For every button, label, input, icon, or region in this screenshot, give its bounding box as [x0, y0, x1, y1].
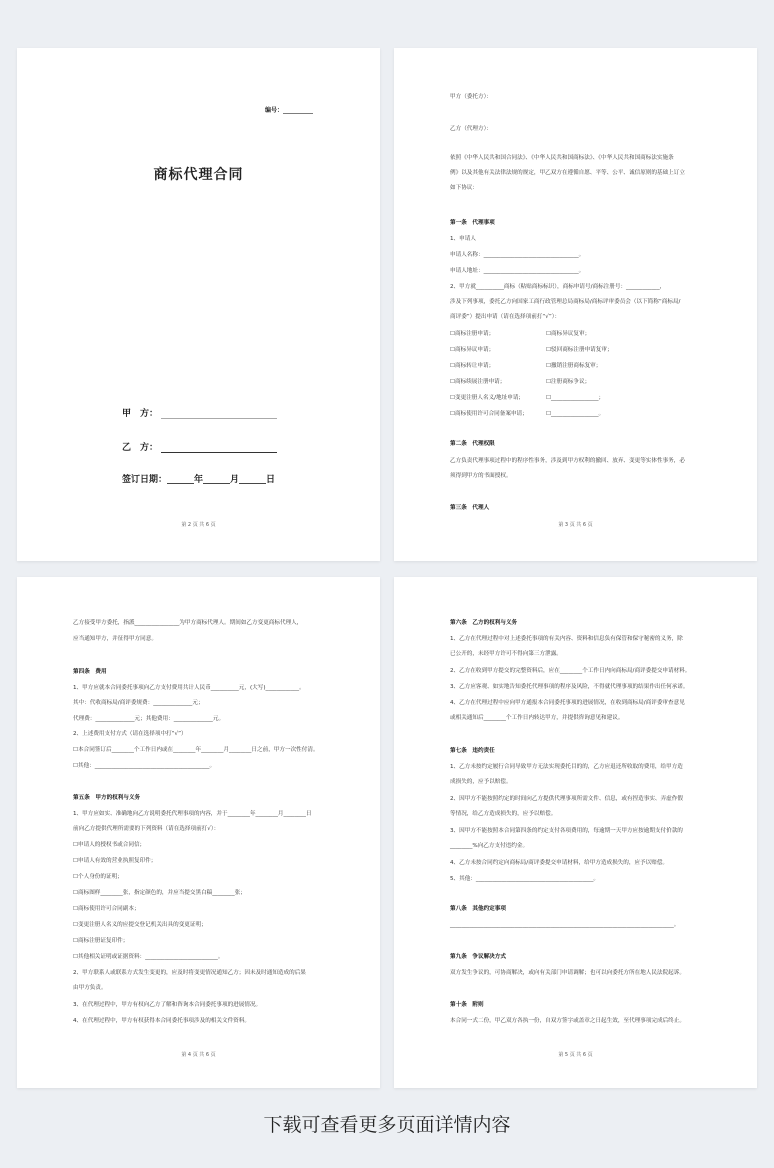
- checkbox-item: ☐商标图样________张，指定颜色的，并应当提交黑白稿________张；: [73, 890, 246, 896]
- party-a-line: 甲方（委托方）：: [450, 94, 492, 100]
- checkbox-item: ☐申请人有效的营业执照复印件；: [73, 858, 157, 864]
- liability-line: 3、因甲方不能按照本合同第四条的约定支付各项费用的，每逾期一天甲方应按逾期支付价款的: [450, 828, 683, 834]
- party-a-duty-line: 4、在代理过程中，甲方有权获得本合同委托事项涉及的相关文件资料。: [73, 1018, 250, 1024]
- article-6-heading: 第六条 乙方的权利与义务: [450, 620, 518, 626]
- party-a-label: 甲 方：: [122, 409, 159, 419]
- party-b-row: [122, 440, 277, 453]
- contract-page-4: [394, 577, 757, 1088]
- party-a-row: [122, 406, 277, 419]
- liability-line: 成损失的，应予以赔偿。: [450, 779, 512, 785]
- party-b-duty-line: 3、乙方应客观、如实地告知委托代理事项的程序及风险，不得就代理事项的结果作出任何承诺。: [450, 684, 689, 690]
- page-footer: 第 4 页 共 6 页: [181, 1052, 216, 1058]
- agent-line-2: 应当通知甲方，并征得甲方同意。: [73, 636, 157, 642]
- entrust-line-1: 涉及下列事项，委托乙方向国家工商行政管理总局商标局/商标评审委员会（以下简称“商标局/: [450, 299, 681, 305]
- fee-line: 其中：代收商标局/商评委规费：______________元；: [73, 700, 204, 706]
- fee-line: 代理费：______________元；其他费用：______________元。: [73, 716, 225, 722]
- contract-number-label: 编号：__________: [265, 107, 314, 114]
- article-1-heading: 第一条 代理事项: [450, 220, 495, 226]
- checkbox-item: ☐注册商标争议；: [546, 379, 591, 385]
- party-b-duty-line: 4、乙方在代理过程中应向甲方通报本合同委托事项的进展情况，在收到商标局/商评委审查意见: [450, 700, 685, 706]
- checkbox-item: ☐驳回商标注册申请复审；: [546, 347, 613, 353]
- checkbox-item: ☐商标转让申请；: [450, 363, 495, 369]
- liability-line: 1、乙方未按约定履行合同导致甲方无法实现委托目的的，乙方应退还所收取的费用，给甲方造: [450, 764, 683, 770]
- checkbox-item: ☐商标续展注册申请；: [450, 379, 506, 385]
- liability-line: ________%向乙方支付违约金。: [450, 843, 529, 849]
- contract-title: 商标代理合同: [153, 167, 244, 183]
- agent-line-1: 乙方接受甲方委托，指派________________为甲方商标代理人。期间如乙方变更商标代理人，: [73, 620, 303, 626]
- sign-date-row: 签订日期：______年______月______日: [122, 475, 276, 485]
- preamble-line-2: 例》以及其他有关法律法规的规定，甲乙双方在遵循自愿、平等、公平、诚信原则的基础上订立: [450, 170, 685, 176]
- checkbox-item: ☐撤销注册商标复审；: [546, 363, 602, 369]
- entrust-line-2: 商评委”）提出申请（请在选择项前打“√”）：: [450, 314, 561, 320]
- authority-line-2: 须得到甲方的书面授权。: [450, 473, 512, 479]
- checkbox-item: ☐申请人的授权书或合同信；: [73, 842, 146, 848]
- fee-line: 2、上述费用支付方式（请在选择项中打“√”）: [73, 731, 187, 737]
- liability-line: 5、其他：__________________________________________。: [450, 876, 599, 882]
- article-8-heading: 第八条 其他约定事项: [450, 906, 506, 912]
- liability-line: 4、乙方未按合同约定向商标局/商评委提交申请材料，给甲方造成损失的，应予以赔偿。: [450, 860, 669, 866]
- party-a-duty-line: 3、在代理过程中，甲方有权向乙方了解和咨询本合同委托事项的进展情况。: [73, 1002, 262, 1008]
- article-3-heading: 第三条 代理人: [450, 505, 490, 511]
- liability-line: 2、因甲方不能按照约定的时间向乙方提供代理事项所需文件、信息，或有捏造事实、弄虚作假: [450, 796, 683, 802]
- party-a-duty-line: 由甲方负责。: [73, 985, 107, 991]
- party-a-blank: [161, 418, 277, 419]
- checkbox-item: ☐变更注册人名义/地址申请；: [450, 395, 525, 401]
- party-b-duty-line: 2、乙方在收到甲方提交的完整资料后，应在________个工作日内向商标局/商评委提交申请材料。: [450, 668, 691, 674]
- page-footer: 第 5 页 共 6 页: [558, 1052, 593, 1058]
- party-b-label: 乙 方：: [122, 443, 159, 453]
- party-a-duty-line: 前向乙方提供代理所需要的下列资料（请在选择项前打√）：: [73, 826, 220, 832]
- trademark-line: 2、甲方就__________商标（粘贴商标标识），商标申请号/商标注册号：____________，: [450, 284, 666, 290]
- fee-line: 1、甲方应就本合同委托事项向乙方支付费用共计人民币__________元，(大写)____________。: [73, 685, 305, 691]
- checkbox-item: ☐其他相关证明或证据资料：__________________________。: [73, 954, 224, 960]
- other-terms-blank: ________________________________________________________________________________。: [450, 922, 680, 928]
- checkbox-item: ☐_________________。: [546, 411, 605, 417]
- article-9-heading: 第九条 争议解决方式: [450, 954, 506, 960]
- checkbox-item: ☐商标注册申请；: [450, 331, 495, 337]
- checkbox-item: ☐商标使用许可合同副本；: [73, 906, 140, 912]
- preamble-line-3: 如下协议：: [450, 185, 478, 191]
- download-more-prompt[interactable]: 下载可查看更多页面详情内容: [263, 1114, 511, 1136]
- page-footer: 第 2 页 共 6 页: [181, 522, 216, 528]
- article-2-heading: 第二条 代理权限: [450, 441, 495, 447]
- liability-line: 等情况，给乙方造成损失的，应予以赔偿。: [450, 811, 557, 817]
- contract-page-3: [17, 577, 380, 1088]
- article-5-heading: 第五条 甲方的权利与义务: [73, 795, 141, 801]
- party-a-duty-line: 2、甲方联系人或联系方式发生变更的，应及时将变更情况通知乙方；因未及时通知造成的后果: [73, 970, 306, 976]
- applicant-heading: 1、申请人: [450, 236, 476, 242]
- applicant-address: 申请人地址：__________________________________。: [450, 268, 585, 274]
- checkbox-item: ☐个人身份的证明；: [73, 874, 123, 880]
- page-footer: 第 3 页 共 6 页: [558, 522, 593, 528]
- party-a-duty-line: 1、甲方应如实、准确地向乙方说明委托代理事项的内容，并于________年________月________日: [73, 811, 312, 817]
- checkbox-item: ☐商标异议复审；: [546, 331, 591, 337]
- checkbox-item: ☐商标注册证复印件；: [73, 938, 129, 944]
- checkbox-item: ☐商标使用许可合同备案申请；: [450, 411, 528, 417]
- fee-line: ☐其他：_________________________________________。: [73, 763, 216, 769]
- checkbox-item: ☐_________________；: [546, 395, 605, 401]
- fee-line: ☐本合同签订后________个工作日内或在________年________月________日之前，甲方一次性付清。: [73, 747, 319, 753]
- contract-page-2: [394, 48, 757, 561]
- article-4-heading: 第四条 费用: [73, 669, 107, 675]
- contract-cover-page: [17, 48, 380, 561]
- party-b-duty-line: 或相关通知后________个工作日内转达甲方，并提供咨询意见和建议。: [450, 715, 624, 721]
- party-b-duty-line: 1、乙方在代理过程中对上述委托事项的有关内容、资料和信息负有保管和保守秘密的义务，除: [450, 636, 683, 642]
- authority-line-1: 乙方负责代理事项过程中的程序性事务，涉及到甲方权利的撤回、放弃、变更等实体性事务，必: [450, 458, 685, 464]
- party-b-duty-line: 已公开的，未经甲方许可不得向第三方泄露。: [450, 651, 562, 657]
- dispute-line: 双方发生争议的，可协商解决，或向有关部门申请调解；也可以向委托方所在地人民法院起诉。: [450, 970, 685, 976]
- article-7-heading: 第七条 违约责任: [450, 748, 495, 754]
- preamble-line-1: 依照《中华人民共和国合同法》、《中华人民共和国商标法》、《中华人民共和国商标法实施条: [450, 155, 674, 161]
- article-10-heading: 第十条 附则: [450, 1002, 484, 1008]
- checkbox-item: ☐变更注册人名义的应提交登记机关出具的变更证明；: [73, 922, 207, 928]
- party-b-blank: [161, 452, 277, 453]
- checkbox-item: ☐商标异议申请；: [450, 347, 495, 353]
- applicant-name: 申请人名称：__________________________________。: [450, 252, 585, 258]
- appendix-line: 本合同一式二份，甲乙双方各执一份，自双方签字或盖章之日起生效，至代理事项完成后终止。: [450, 1018, 685, 1024]
- party-b-line: 乙方（代理方）：: [450, 126, 492, 132]
